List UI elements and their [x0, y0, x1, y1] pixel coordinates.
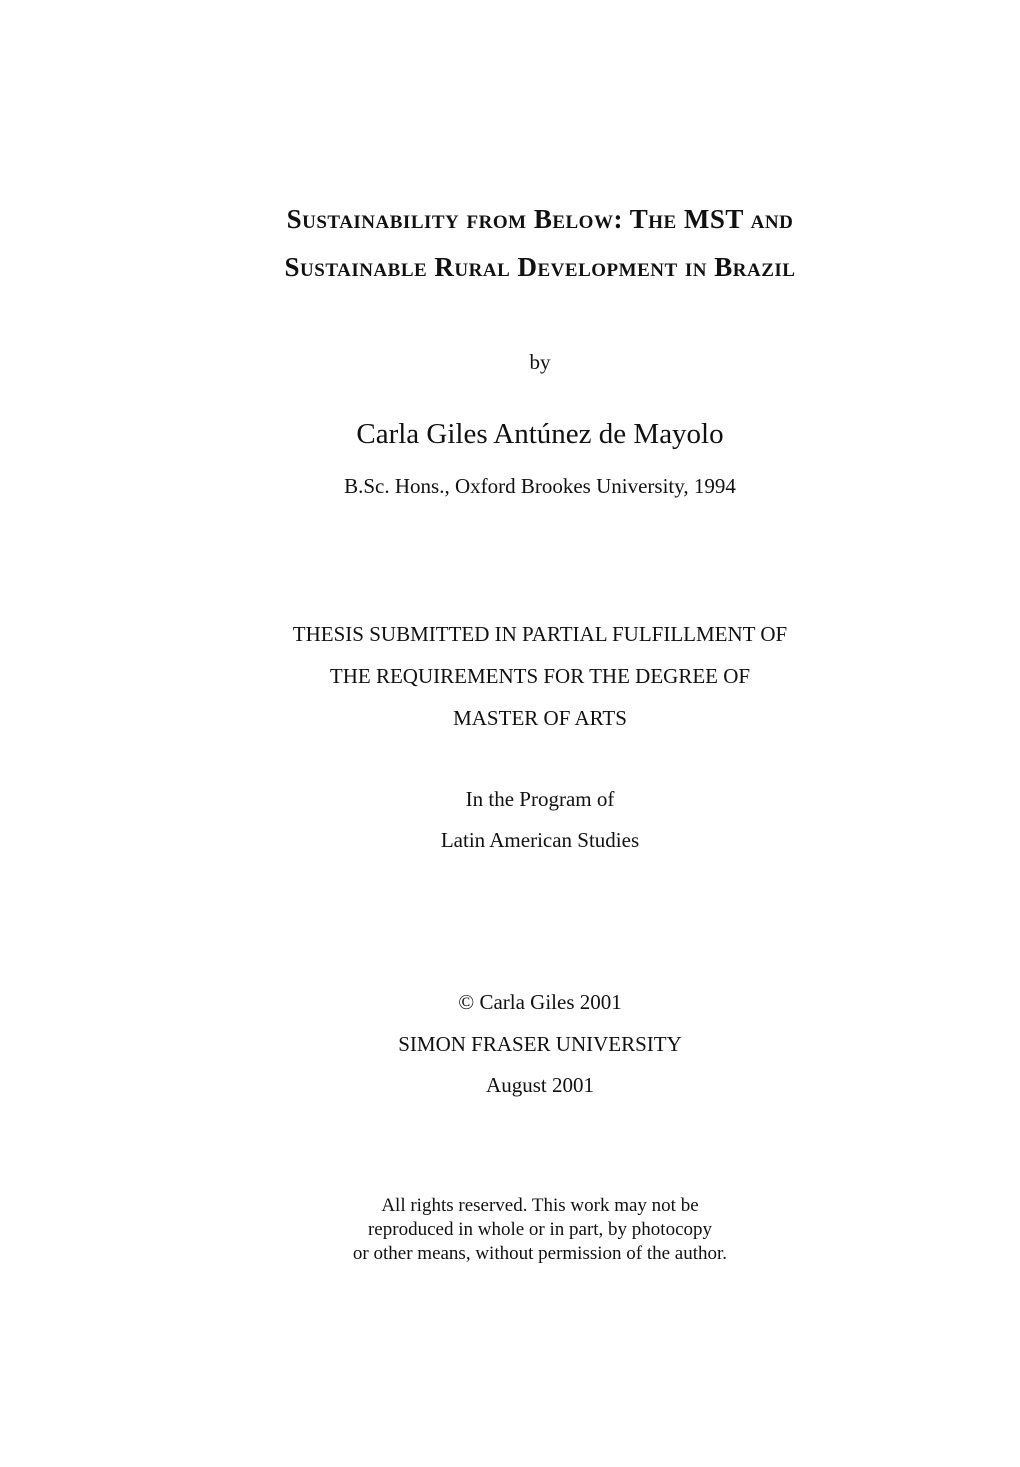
thesis-title-line-2: Sustainable Rural Development in Brazil — [284, 252, 796, 282]
program-line-2: Latin American Studies — [440, 828, 640, 852]
copyright-notice: © Carla Giles 2001 — [458, 990, 622, 1014]
thesis-statement-line-2: THE REQUIREMENTS FOR THE DEGREE OF — [329, 664, 751, 688]
by-label: by — [529, 350, 551, 374]
author-name: Carla Giles Antúnez de Mayolo — [356, 418, 724, 450]
university-name: SIMON FRASER UNIVERSITY — [398, 1032, 682, 1056]
thesis-statement-line-1: THESIS SUBMITTED IN PARTIAL FULFILLMENT OF — [292, 622, 788, 646]
thesis-statement-line-3: MASTER OF ARTS — [453, 706, 627, 730]
program-line-1: In the Program of — [465, 787, 615, 811]
rights-line-3: or other means, without permission of the author. — [352, 1243, 728, 1264]
rights-line-1: All rights reserved. This work may not be — [381, 1195, 699, 1216]
submission-date: August 2001 — [486, 1073, 594, 1097]
previous-degree: B.Sc. Hons., Oxford Brookes University, 1994 — [344, 474, 736, 498]
thesis-title-line-1: Sustainability from Below: The MST and — [286, 204, 794, 234]
rights-line-2: reproduced in whole or in part, by photocopy — [367, 1219, 713, 1240]
